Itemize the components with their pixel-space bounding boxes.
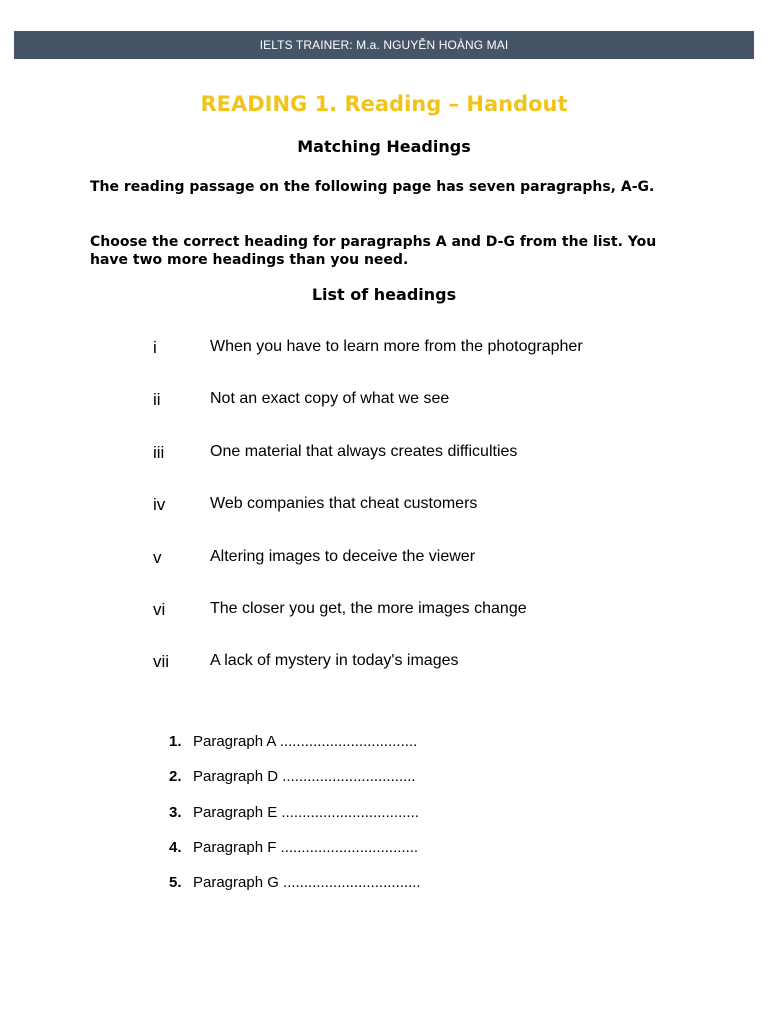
heading-item	[0, 338, 768, 362]
instruction-paragraph: The reading passage on the following page has seven paragraphs, A-G.	[90, 179, 655, 195]
answer-number: 3.	[169, 804, 182, 821]
heading-text: One material that always creates difficulties	[210, 443, 518, 460]
heading-item	[0, 390, 768, 414]
answer-number: 2.	[169, 768, 182, 785]
header-bar	[14, 31, 754, 59]
heading-item	[0, 600, 768, 624]
heading-text: When you have to learn more from the photographer	[210, 338, 583, 355]
heading-numeral: iii	[153, 443, 165, 462]
heading-text: Not an exact copy of what we see	[210, 390, 450, 407]
header-text: IELTS TRAINER: M.a. NGUYỄN HOÀNG MAI	[259, 38, 509, 52]
answer-item[interactable]	[0, 839, 768, 861]
answer-item[interactable]	[0, 874, 768, 896]
heading-numeral: iv	[153, 495, 166, 514]
list-heading: List of headings	[311, 285, 457, 304]
section-subtitle: Matching Headings	[297, 137, 471, 156]
answer-blank[interactable]: Paragraph E .................................	[193, 804, 419, 821]
heading-text: Altering images to deceive the viewer	[210, 548, 476, 565]
heading-numeral: vii	[153, 652, 170, 671]
instruction-paragraph: Choose the correct heading for paragraphs A and D-G from the list. You have two more headings than you need.	[90, 234, 657, 268]
answer-item[interactable]	[0, 804, 768, 826]
page-title: READING 1. Reading – Handout	[200, 92, 568, 116]
answer-number: 1.	[169, 733, 182, 750]
answer-item[interactable]	[0, 768, 768, 790]
answer-number: 4.	[169, 839, 182, 856]
answer-blank[interactable]: Paragraph D ................................	[193, 768, 416, 785]
heading-item	[0, 652, 768, 676]
heading-text: The closer you get, the more images change	[210, 600, 527, 617]
heading-numeral: ii	[153, 390, 161, 409]
answer-number: 5.	[169, 874, 182, 891]
heading-numeral: i	[153, 338, 157, 357]
heading-text: A lack of mystery in today's images	[210, 652, 459, 669]
answer-item[interactable]	[0, 733, 768, 755]
heading-item	[0, 443, 768, 467]
heading-item	[0, 495, 768, 519]
heading-numeral: v	[153, 548, 162, 567]
answer-blank[interactable]: Paragraph F .................................	[193, 839, 419, 856]
heading-numeral: vi	[153, 600, 166, 619]
heading-item	[0, 548, 768, 572]
answer-blank[interactable]: Paragraph G .................................	[193, 874, 421, 891]
heading-text: Web companies that cheat customers	[210, 495, 478, 512]
answer-blank[interactable]: Paragraph A .................................	[193, 733, 418, 750]
